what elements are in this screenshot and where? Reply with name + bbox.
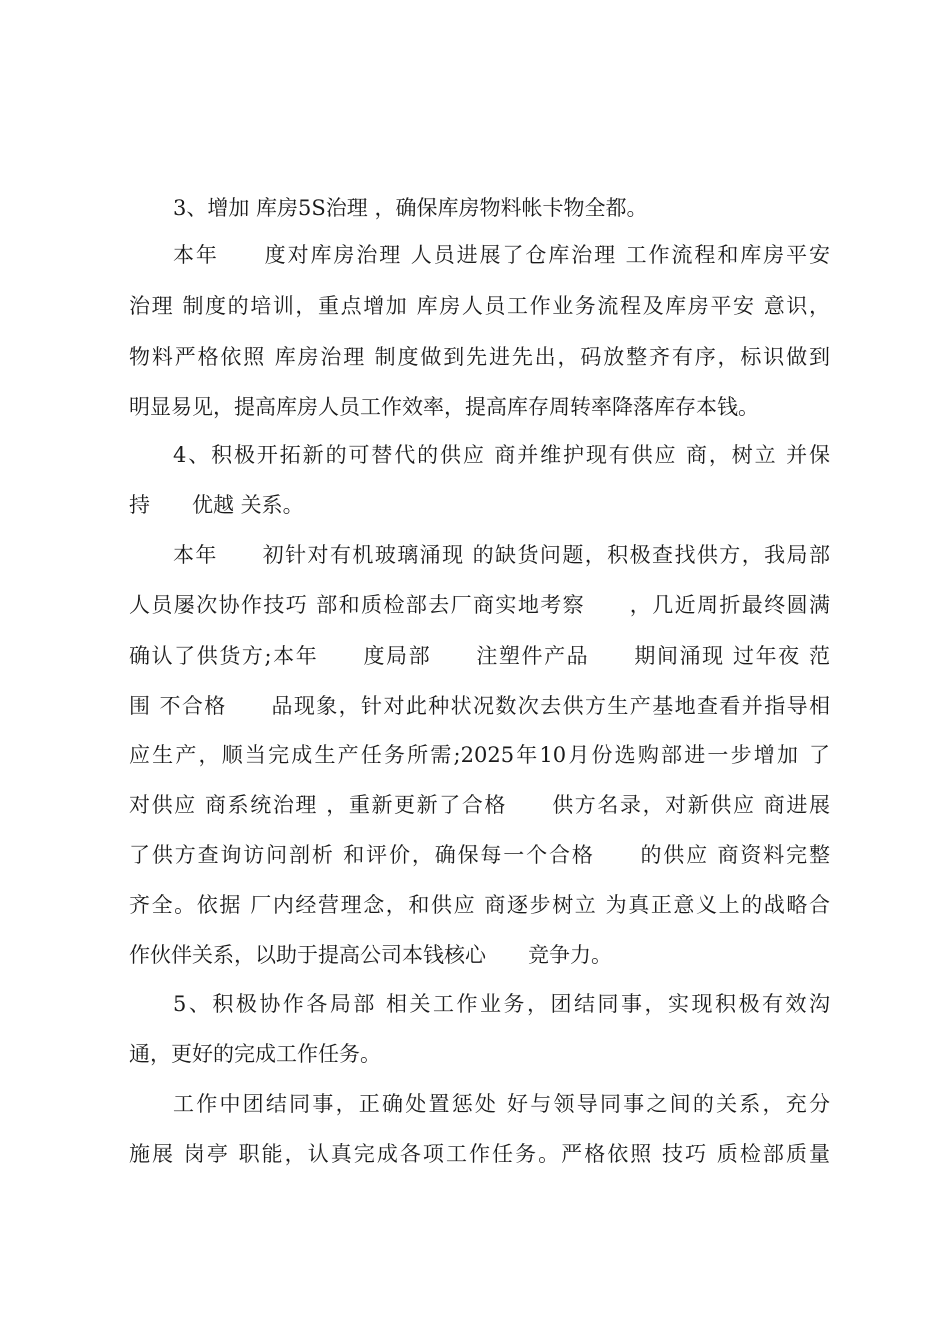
text-line: 作伙伴关系，以助于提高公司本钱核心 竞争力。: [129, 943, 612, 967]
text-line: 施展 岗亭 职能，认真完成各项工作任务。严格依照 技巧 质检部质量: [129, 1142, 830, 1166]
text-line: 围 不合格 品现象，针对此种状况数次去供方生产基地查看并指导相: [129, 694, 830, 718]
text-line: 对供应 商系统治理 ，重新更新了合格 供方名录，对新供应 商进展: [129, 793, 830, 817]
text-line: 物料严格依照 库房治理 制度做到先进先出，码放整齐有序，标识做到: [129, 345, 830, 369]
text-line: 通，更好的完成工作任务。: [129, 1042, 381, 1066]
text-line: 持 优越 关系。: [129, 493, 304, 517]
heading-item-4: 4、积极开拓新的可替代的供应 商并维护现有供应 商，树立 并保: [173, 443, 830, 467]
text-line: 治理 制度的培训，重点增加 库房人员工作业务流程及库房平安 意识，: [129, 294, 830, 318]
text-line: 确认了供货方;本年 度局部 注塑件产品 期间涌现 过年夜 范: [129, 644, 830, 668]
text-line: 本年 初针对有机玻璃涌现 的缺货问题，积极查找供方，我局部: [173, 543, 830, 567]
text-line: 工作中团结同事，正确处置惩处 好与领导同事之间的关系，充分: [173, 1092, 830, 1116]
heading-item-5: 5、积极协作各局部 相关工作业务，团结同事，实现积极有效沟: [173, 992, 830, 1016]
text-line: 齐全。依据 厂内经营理念，和供应 商逐步树立 为真正意义上的战略合: [129, 893, 830, 917]
heading-item-3: 3、增加 库房5S治理 ，确保库房物料帐卡物全都。: [173, 196, 648, 220]
text-line: 明显易见，提高库房人员工作效率，提高库存周转率降落库存本钱。: [129, 395, 759, 419]
text-line: 应生产，顺当完成生产任务所需;2025年10月份选购部进一步增加 了: [129, 743, 830, 767]
text-line: 人员屡次协作技巧 部和质检部去厂商实地考察 ，几近周折最终圆满: [129, 593, 830, 617]
text-line: 本年 度对库房治理 人员进展了仓库治理 工作流程和库房平安: [173, 243, 830, 267]
text-line: 了供方查询访问剖析 和评价，确保每一个合格 的供应 商资料完整: [129, 843, 830, 867]
